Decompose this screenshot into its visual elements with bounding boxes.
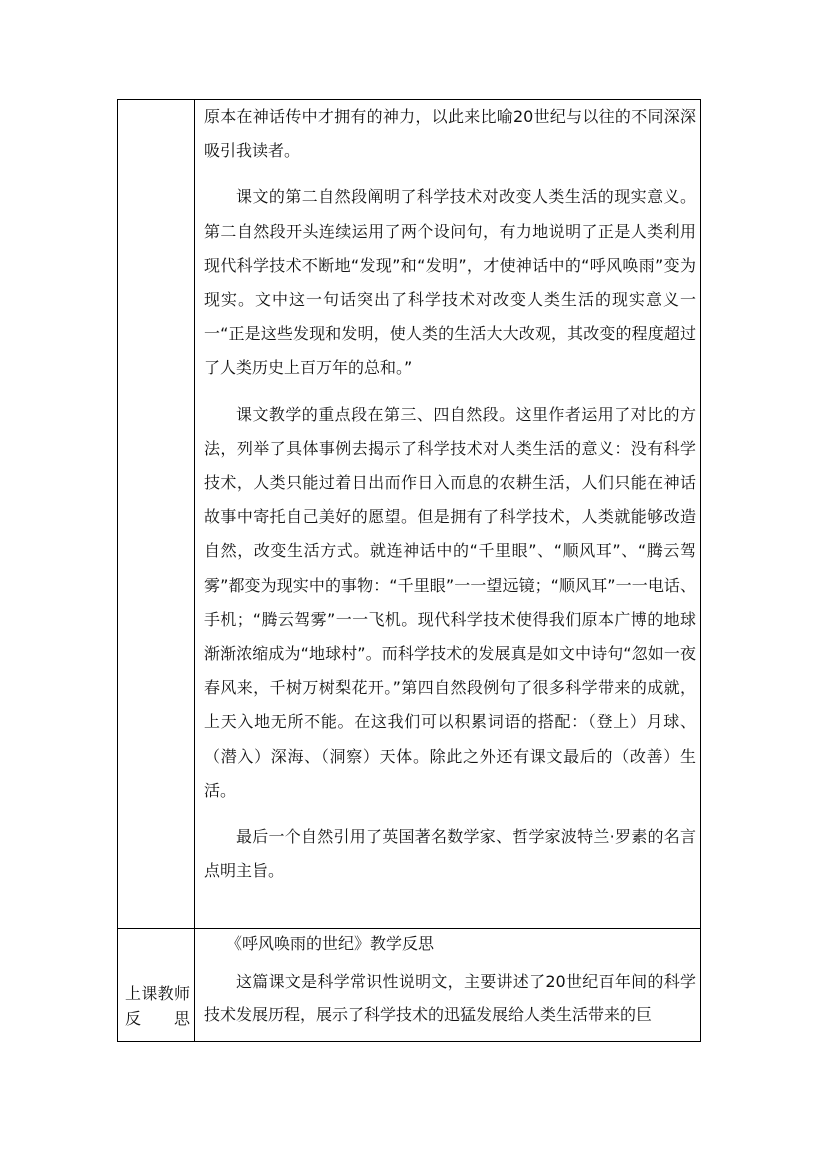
- reflection-label: 上课教师反思: [125, 984, 190, 1028]
- reflection-label-cell: [118, 929, 195, 1042]
- reflection-title: 《呼风唤雨的世纪》教学反思: [226, 934, 435, 953]
- analysis-paragraph-3: 课文教学的重点段在第三、四自然段。这里作者运用了对比的方法，列举了具体事例去揭示了科学技术对人类生活的意义：没有科学技术，人类只能过着日出而作日入而息的农耕生活，人们只能在神话故事中寄托自己美好的愿望。但是拥有了科学技术，人类就能够改造自然，改变生活方式。就连神话中的“千里眼”、“顺风耳”、“腾云驾雾”都变为现实中的事物：“千里眼”一一望远镜；“顺风耳”一一电话、手机；“腾云驾雾”一一飞机。现代科学技术使得我们原本广博的地球渐渐浓缩成为“地球村”。而科学技术的发展真是如文中诗句“忽如一夜春风来，千树万树梨花开。”第四自然段例句了很多科学带来的成就，上天入地无所不能。在这我们可以积累词语的搭配：（登上）月球、（潜入）深海、（洞察）天体。除此之外还有课文最后的（改善）生活。: [204, 404, 696, 800]
- analysis-label-cell: [118, 100, 195, 929]
- reflection-paragraph: 这篇课文是科学常识性说明文，主要讲述了20世纪百年间的科学技术发展历程，展示了科学技术的迅猛发展给人类生活带来的巨: [204, 972, 696, 1024]
- analysis-paragraph-4: 最后一个自然引用了英国著名数学家、哲学家波特兰·罗素的名言点明主旨。: [204, 827, 696, 881]
- analysis-paragraph-1: 原本在神话传中才拥有的神力，以此来比喻20世纪与以往的不同深深吸引我读者。: [204, 107, 696, 161]
- analysis-paragraph-2: 课文的第二自然段阐明了科学技术对改变人类生活的现实意义。第二自然段开头连续运用了两个设问句，有力地说明了正是人类利用现代科学技术不断地“发现”和“发明”，才使神话中的“呼风唤雨”变为现实。文中这一句话突出了科学技术对改变人类生活的现实意义一一“正是这些发现和发明，使人类的生活大大改观，其改变的程度超过了人类历史上百万年的总和。”: [204, 187, 696, 378]
- lesson-table: [117, 99, 701, 1042]
- reflection-content-cell: [195, 929, 701, 1042]
- analysis-content-cell: [195, 100, 701, 929]
- reflection-row: [118, 929, 701, 1042]
- analysis-row: [118, 100, 701, 929]
